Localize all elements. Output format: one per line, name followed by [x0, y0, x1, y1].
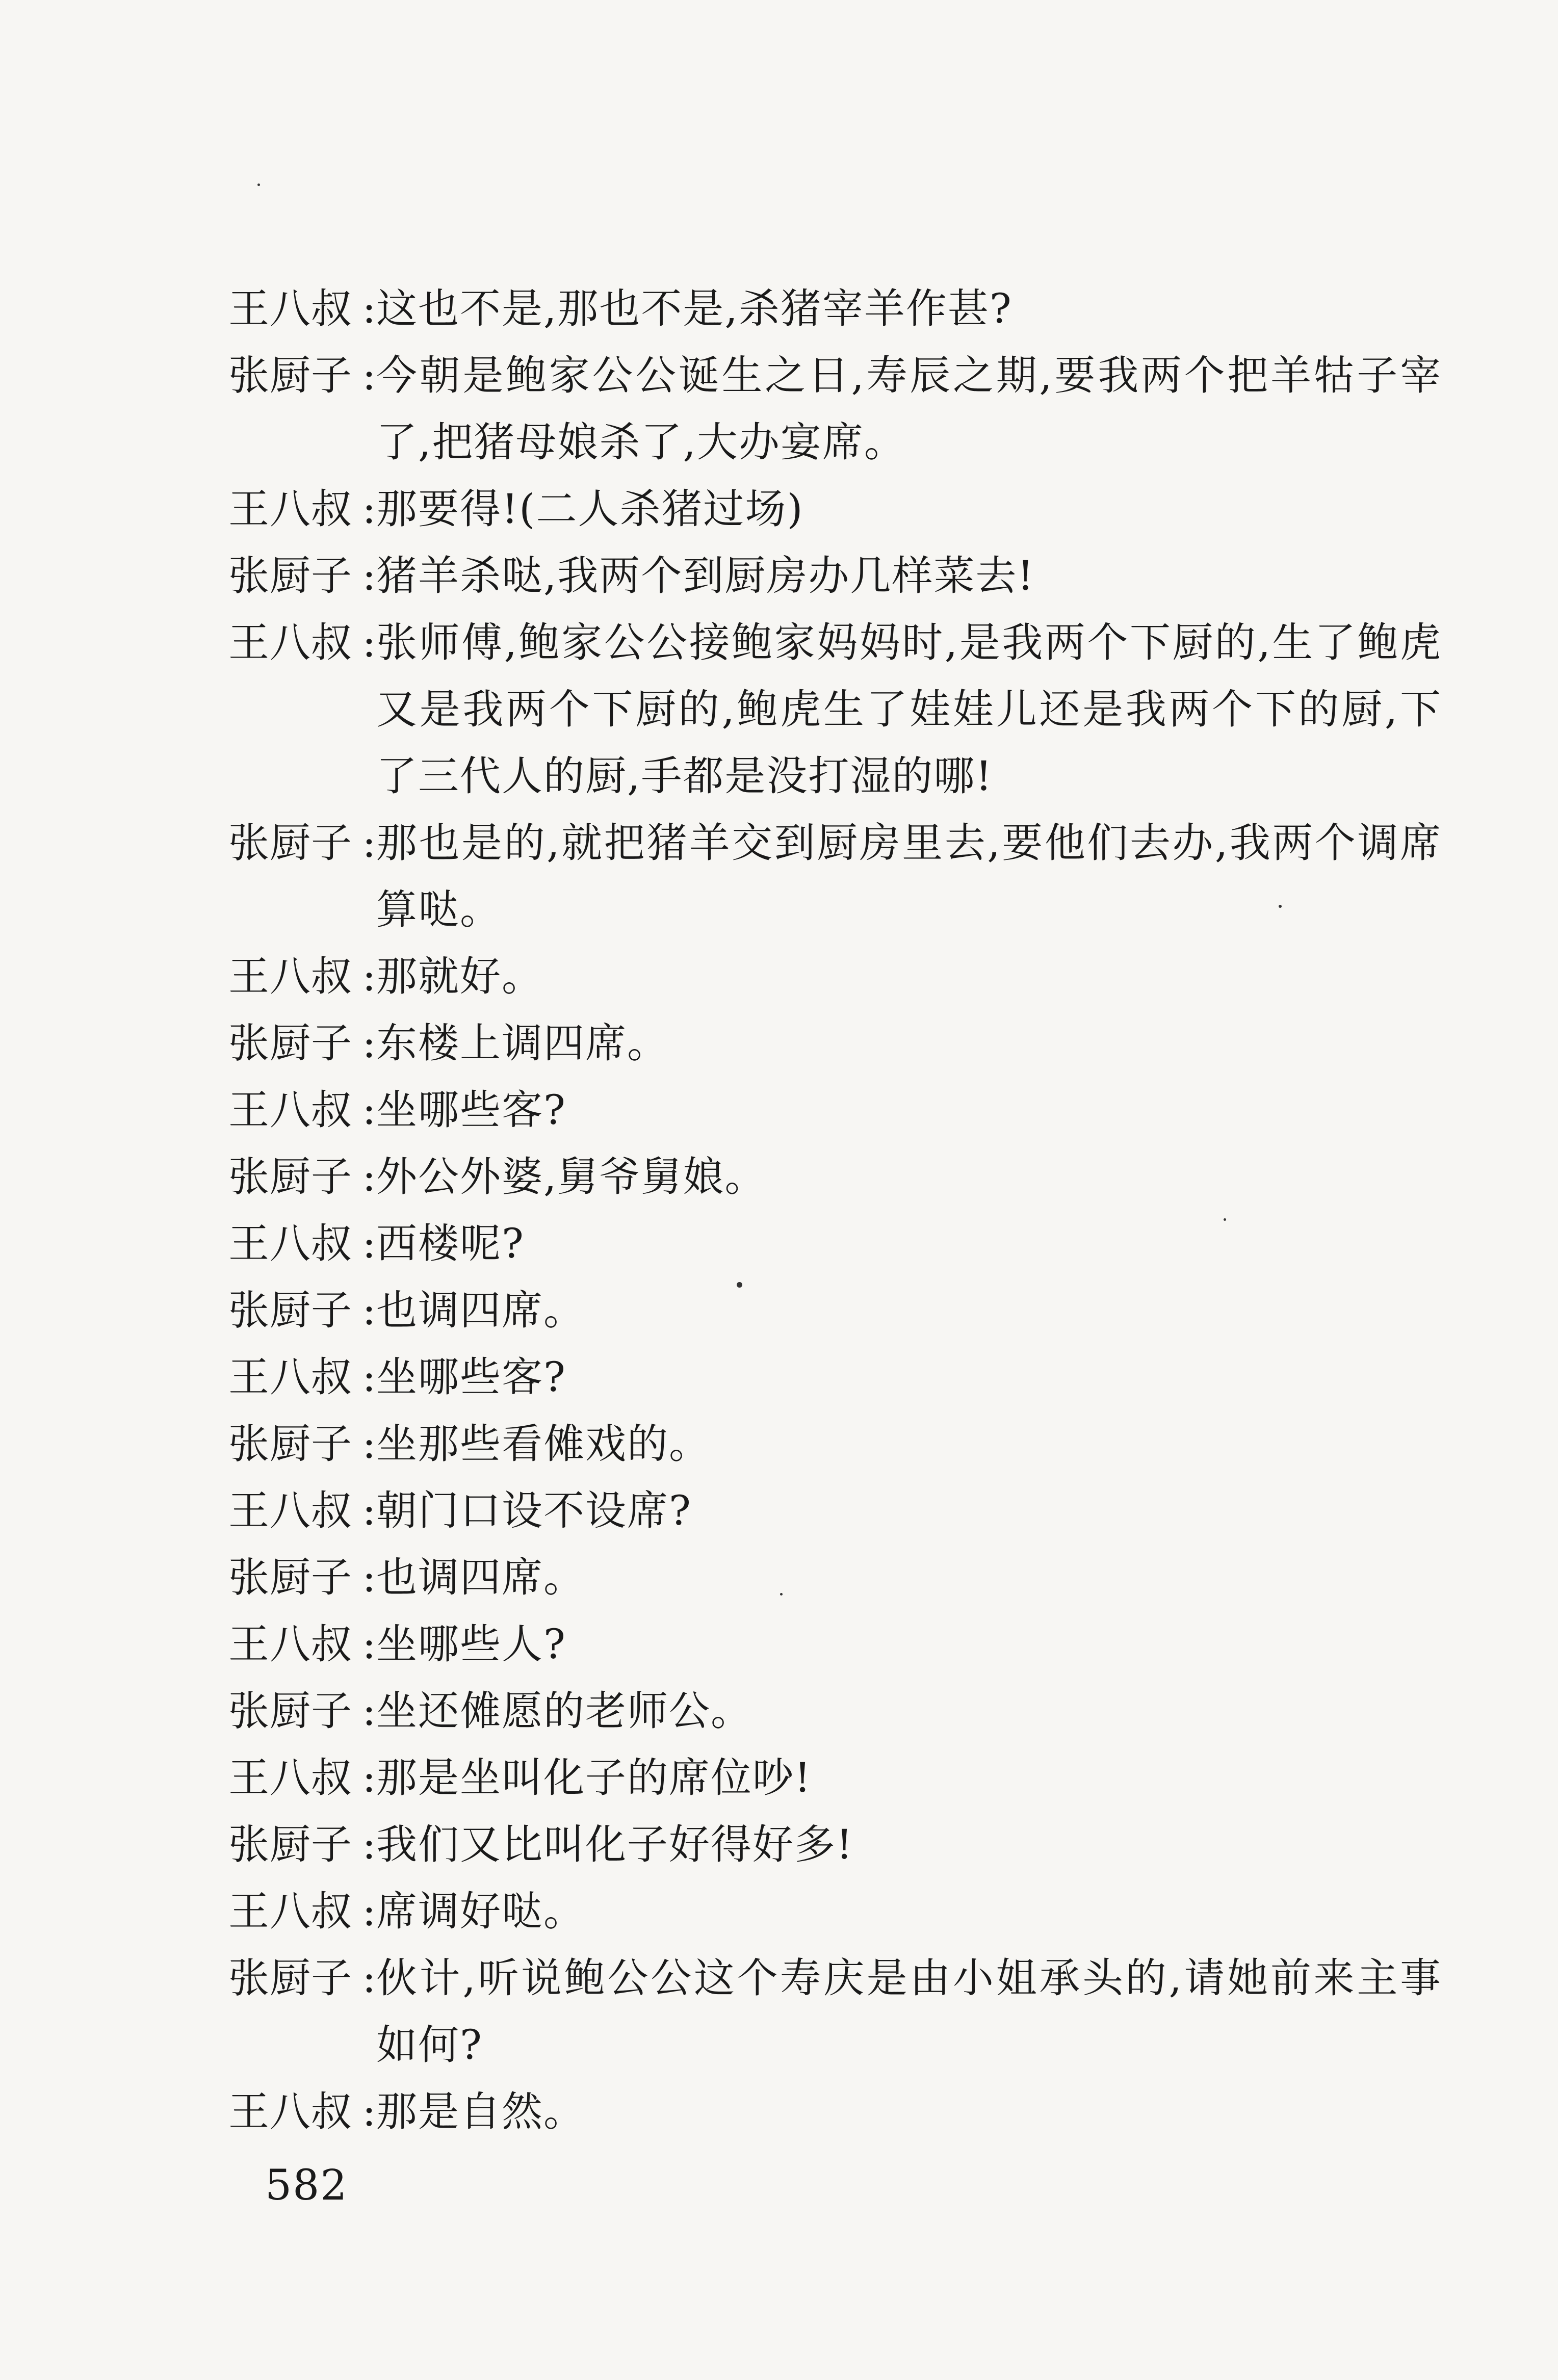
speaker-name: 王八叔 — [228, 1353, 352, 1401]
speech-text: 朝门口设不设席? — [376, 1487, 692, 1534]
speaker-colon: : — [362, 819, 376, 867]
dialogue-line — [228, 1477, 1442, 1544]
dialogue-line — [228, 1010, 1442, 1077]
speech-text: 坐还傩愿的老师公。 — [376, 1687, 752, 1735]
dialogue-line — [228, 1611, 1442, 1678]
dialogue-line — [228, 1678, 1442, 1744]
dialogue-line — [228, 609, 1442, 809]
speech-text: 我们又比叫化子好得好多! — [376, 1821, 854, 1868]
speech-text: 那是坐叫化子的席位吵! — [376, 1754, 812, 1801]
speech-text: 猪羊杀哒,我两个到厨房办几样菜去! — [376, 552, 1035, 599]
speech-text: 西楼呢? — [376, 1220, 525, 1267]
dialogue-line — [228, 1344, 1442, 1410]
dialogue-line — [228, 1410, 1442, 1477]
speaker-colon: : — [362, 285, 376, 332]
dialogue-line — [228, 275, 1442, 342]
speaker-colon: : — [362, 1487, 376, 1534]
speaker-colon: : — [362, 1153, 376, 1200]
dialogue-line — [228, 2078, 1442, 2145]
speaker-name: 王八叔 — [228, 2088, 352, 2135]
speech-text: 外公外婆,舅爷舅娘。 — [376, 1153, 767, 1200]
speaker-name: 王八叔 — [228, 619, 352, 666]
scan-speck — [257, 184, 260, 186]
page-number: 582 — [265, 2161, 348, 2210]
speaker-name: 张厨子 — [228, 1954, 352, 2002]
dialogue-line — [228, 1077, 1442, 1143]
dialogue-line — [228, 1143, 1442, 1210]
speaker-colon: : — [362, 1821, 376, 1868]
dialogue-line — [228, 342, 1442, 476]
speaker-name: 张厨子 — [228, 552, 352, 599]
speaker-name: 王八叔 — [228, 1220, 352, 1267]
speaker-name: 张厨子 — [228, 1287, 352, 1334]
scan-speck — [737, 1282, 742, 1288]
speaker-colon: : — [362, 1620, 376, 1668]
speech-text: 那是自然。 — [376, 2088, 585, 2135]
speaker-name: 张厨子 — [228, 1821, 352, 1868]
speaker-colon: : — [362, 1353, 376, 1401]
dialogue-line — [228, 1277, 1442, 1344]
dialogue-line — [228, 943, 1442, 1010]
speaker-name: 张厨子 — [228, 1554, 352, 1601]
speaker-colon: : — [362, 485, 376, 533]
speech-text: 也调四席。 — [376, 1287, 585, 1334]
speaker-colon: : — [362, 1954, 376, 2002]
speaker-name: 王八叔 — [228, 1888, 352, 1935]
speaker-name: 王八叔 — [228, 1487, 352, 1534]
speech-text: 今朝是鲍家公公诞生之日,寿辰之期,要我两个把羊牯子宰了,把猪母娘杀了,大办宴席。 — [376, 352, 1442, 466]
speaker-name: 张厨子 — [228, 1019, 352, 1067]
speech-text: 坐哪些人? — [376, 1620, 566, 1668]
speaker-colon: : — [362, 1420, 376, 1468]
speaker-colon: : — [362, 552, 376, 599]
speech-text: 那也是的,就把猪羊交到厨房里去,要他们去办,我两个调席算哒。 — [376, 819, 1442, 933]
dialogue-line — [228, 809, 1442, 943]
speech-text: 张师傅,鲍家公公接鲍家妈妈时,是我两个下厨的,生了鲍虎又是我两个下厨的,鲍虎生了娃娃儿还是我两个下的厨,下了三代人的厨,手都是没打湿的哪! — [376, 619, 1442, 800]
speaker-name: 张厨子 — [228, 1687, 352, 1735]
speaker-colon: : — [362, 1086, 376, 1134]
scan-speck — [1224, 1218, 1226, 1221]
speaker-colon: : — [362, 1687, 376, 1735]
speaker-name: 王八叔 — [228, 285, 352, 332]
speaker-name: 王八叔 — [228, 1086, 352, 1134]
speech-text: 东楼上调四席。 — [376, 1019, 669, 1067]
speaker-colon: : — [362, 1554, 376, 1601]
speech-text: 席调好哒。 — [376, 1888, 585, 1935]
dialogue-line — [228, 1811, 1442, 1878]
speech-text: 坐哪些客? — [376, 1086, 566, 1134]
speech-text: 那要得!(二人杀猪过场) — [376, 485, 804, 533]
speaker-colon: : — [362, 2088, 376, 2135]
speech-text: 坐哪些客? — [376, 1353, 566, 1401]
dialogue-line — [228, 1210, 1442, 1277]
dialogue-line — [228, 476, 1442, 542]
speaker-name: 王八叔 — [228, 1754, 352, 1801]
speaker-name: 张厨子 — [228, 352, 352, 399]
dialogue-text — [228, 275, 1442, 2145]
speech-text: 这也不是,那也不是,杀猪宰羊作甚? — [376, 285, 1012, 332]
speaker-name: 张厨子 — [228, 1153, 352, 1200]
scan-speck — [1279, 905, 1282, 908]
speaker-colon: : — [362, 953, 376, 1000]
speech-text: 坐那些看傩戏的。 — [376, 1420, 711, 1468]
speaker-name: 王八叔 — [228, 1620, 352, 1668]
speaker-name: 王八叔 — [228, 485, 352, 533]
dialogue-line — [228, 1744, 1442, 1811]
dialogue-line — [228, 1544, 1442, 1611]
speaker-colon: : — [362, 1220, 376, 1267]
speech-text: 伙计,听说鲍公公这个寿庆是由小姐承头的,请她前来主事如何? — [376, 1954, 1442, 2069]
dialogue-line — [228, 542, 1442, 609]
speaker-colon: : — [362, 1888, 376, 1935]
speaker-colon: : — [362, 1754, 376, 1801]
speaker-colon: : — [362, 619, 376, 666]
scan-speck — [780, 1593, 783, 1596]
speaker-colon: : — [362, 1019, 376, 1067]
dialogue-line — [228, 1945, 1442, 2078]
speaker-colon: : — [362, 352, 376, 399]
speaker-name: 王八叔 — [228, 953, 352, 1000]
speaker-name: 张厨子 — [228, 819, 352, 867]
dialogue-line — [228, 1878, 1442, 1945]
speaker-colon: : — [362, 1287, 376, 1334]
speech-text: 那就好。 — [376, 953, 543, 1000]
speech-text: 也调四席。 — [376, 1554, 585, 1601]
speaker-name: 张厨子 — [228, 1420, 352, 1468]
